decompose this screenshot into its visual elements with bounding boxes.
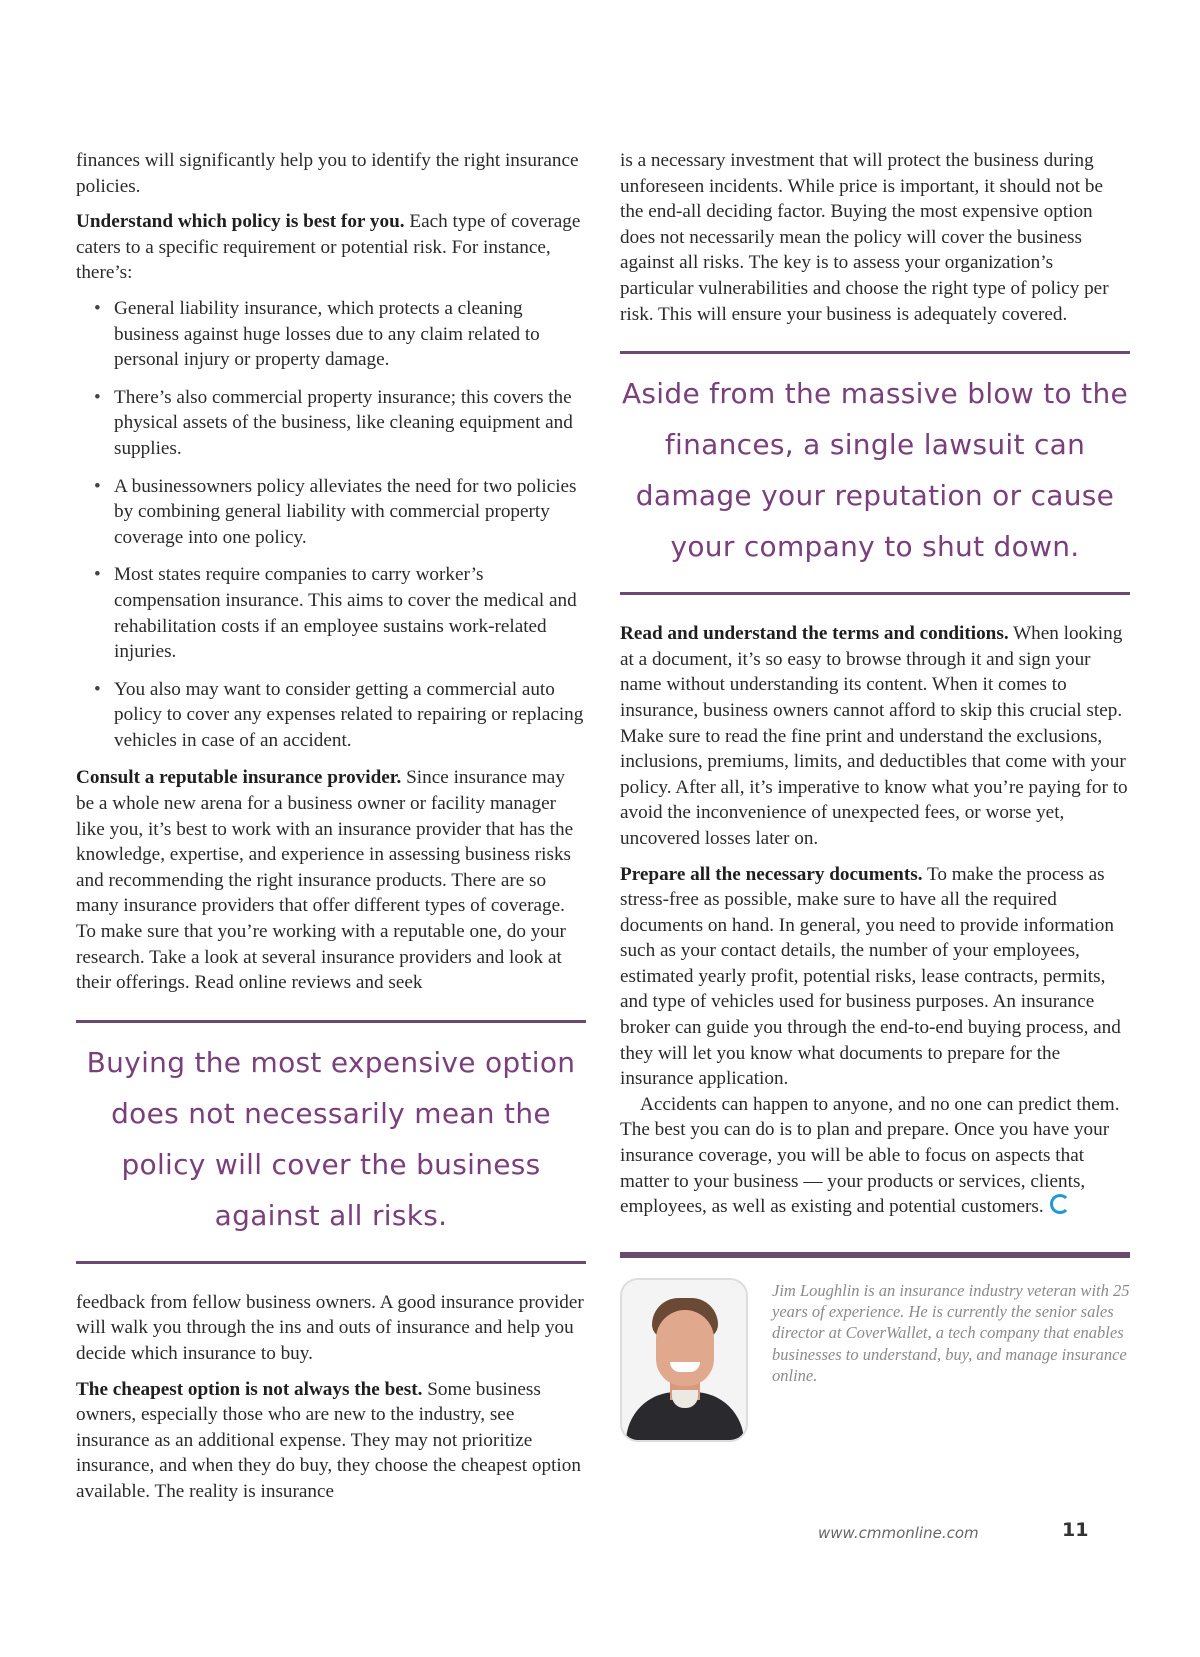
list-item: • Most states require companies to carry worker’s compensation insurance. This aims to cover the medical and rehabilitation costs if an employee sustains work-related injuries. <box>114 562 586 664</box>
paragraph-body: Since insurance may be a whole new arena for a business owner or facility manager like you, it’s best to work with an insurance provider that has the knowledge, expertise, and experience in assessing business risks and recommending the right insurance products. There are so many insurance providers that offer different types of coverage. To make sure that you’re working with a reputable one, do your research. Take a look at several insurance providers and look at their offerings. Read online reviews and seek <box>76 767 574 994</box>
paragraph-heading: Understand which policy is best for you. <box>76 211 405 233</box>
paragraph-heading: Consult a reputable insurance provider. <box>76 767 402 789</box>
list-item: • You also may want to consider getting a commercial auto policy to cover any expenses related to repairing or replacing vehicles in case of an accident. <box>114 677 586 754</box>
author-photo <box>620 1278 748 1442</box>
paragraph-heading: Read and understand the terms and conditions. <box>620 623 1009 645</box>
paragraph-heading: Prepare all the necessary documents. <box>620 863 923 885</box>
policy-list <box>76 296 586 754</box>
end-mark-icon <box>1050 1194 1070 1214</box>
paragraph <box>620 862 1130 1092</box>
left-column <box>76 148 586 1515</box>
paragraph-body: Accidents can happen to anyone, and no one can predict them. The best you can do is to plan and prepare. Once you have your insurance coverage, you will be able to focus on aspects that matter to your business — your products or services, clients, employees, as well as existing and potential customers. <box>620 1093 1120 1218</box>
pull-quote: Buying the most expensive option does not necessarily mean the policy will cover the business against all risks. <box>76 1020 586 1264</box>
list-item: • General liability insurance, which protects a cleaning business against huge losses due to any claim related to personal injury or property damage. <box>114 296 586 373</box>
paragraph-body: To make the process as stress-free as possible, make sure to have all the required documents on hand. In general, you need to provide information such as your contact details, the number of your employees, estimated yearly profit, potential risks, lease contracts, permits, and type of vehicles used for business purposes. An insurance broker can guide you through the end-to-end buying process, and they will let you know what documents to prepare for the insurance application. <box>620 863 1121 1090</box>
list-item: • There’s also commercial property insurance; this covers the physical assets of the business, like cleaning equipment and supplies. <box>114 385 586 462</box>
paragraph: finances will significantly help you to identify the right insurance policies. <box>76 150 579 197</box>
paragraph-body: When looking at a document, it’s so easy to browse through it and sign your name without understanding its content. When it comes to insurance, business owners cannot afford to skip this crucial step. Make sure to read the fine print and understand the exclusions, inclusions, premiums, limits, and deductibles that come with your policy. After all, it’s imperative to know what you’re paying for to avoid the inconvenience of unexpected fees, or worse yet, uncovered losses later on. <box>620 623 1128 849</box>
author-bio <box>620 1278 1130 1442</box>
paragraph <box>620 621 1130 851</box>
paragraph: feedback from fellow business owners. A good insurance provider will walk you through the ins and outs of insurance and help you decide which insurance to buy. <box>76 1291 584 1364</box>
paragraph <box>620 1092 1130 1220</box>
right-column <box>620 148 1130 1442</box>
paragraph-heading: The cheapest option is not always the best. <box>76 1378 423 1400</box>
paragraph <box>76 765 586 995</box>
pull-quote: Aside from the massive blow to the finances, a single lawsuit can damage your reputation or cause your company to shut down. <box>620 351 1130 595</box>
author-bio-text: Jim Loughlin is an insurance industry veteran with 25 years of experience. He is currently the senior sales director at CoverWallet, a tech company that enables businesses to understand, buy, and manage insurance online. <box>772 1280 1130 1385</box>
footer-url: www.cmmonline.com <box>818 1524 979 1542</box>
bio-divider <box>620 1252 1130 1258</box>
paragraph <box>76 209 586 286</box>
paragraph-body: Each type of coverage caters to a specific requirement or potential risk. For instance, there’s: <box>76 211 581 284</box>
paragraph: is a necessary investment that will protect the business during unforeseen incidents. While price is important, it should not be the end-all deciding factor. Buying the most expensive option does not necessarily mean the policy will cover the business against all risks. The key is to assess your organization’s particular vulnerabilities and choose the right type of policy per risk. This will ensure your business is adequately covered. <box>620 150 1109 325</box>
paragraph <box>76 1377 586 1505</box>
list-item: • A businessowners policy alleviates the need for two policies by combining general liability with commercial property coverage into one policy. <box>114 474 586 551</box>
paragraph-body: Some business owners, especially those who are new to the industry, see insurance as an additional expense. They may not prioritize insurance, and when they do buy, they choose the cheapest option available. The reality is insurance <box>76 1378 581 1502</box>
page-number: 11 <box>1062 1519 1089 1541</box>
